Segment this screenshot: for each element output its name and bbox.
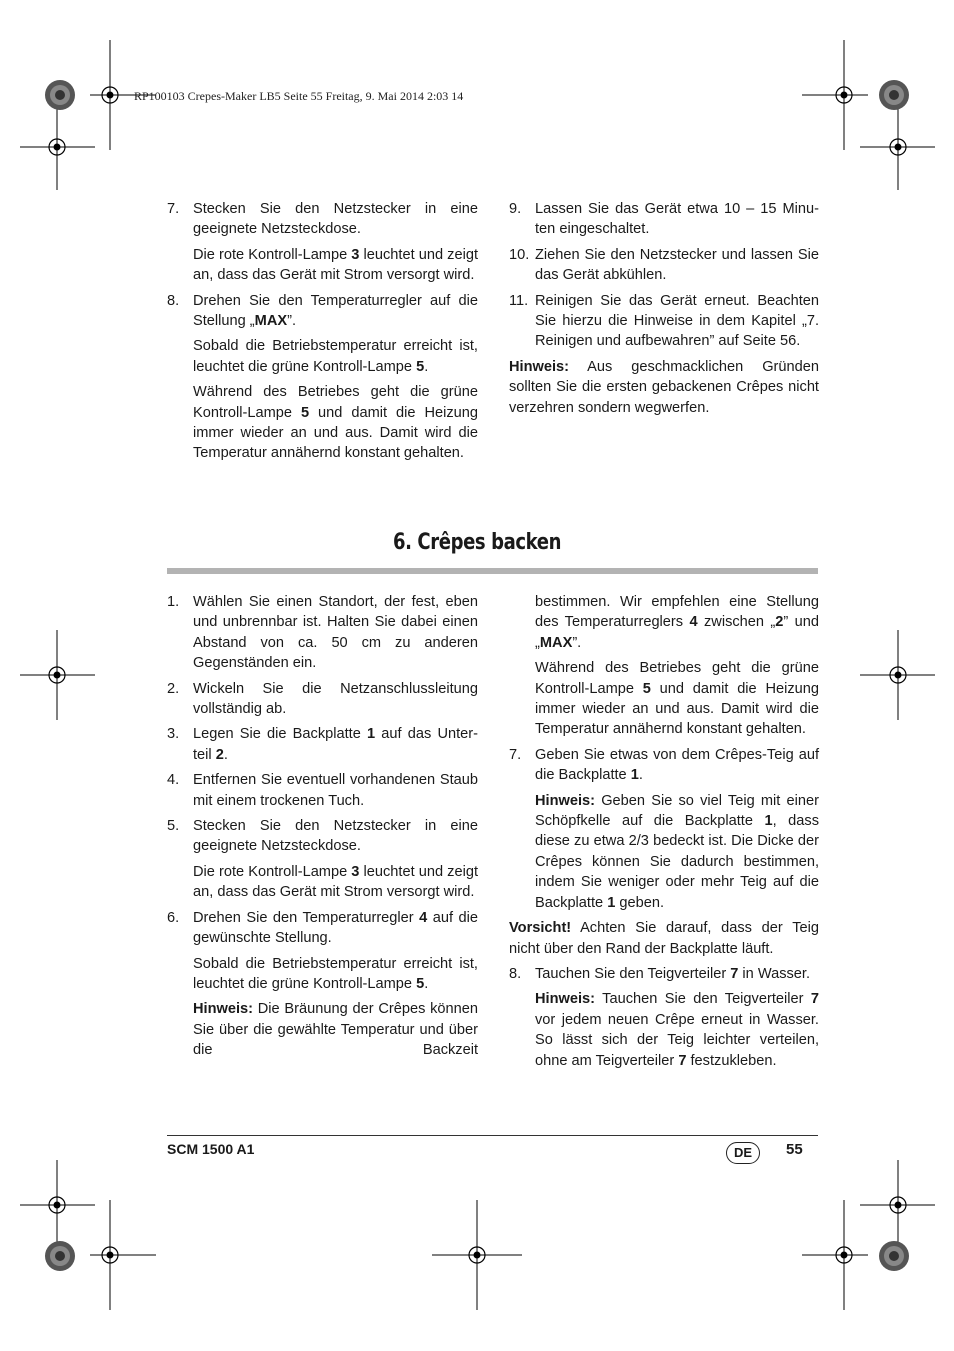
list-item (509, 964, 819, 984)
list-item (167, 724, 478, 765)
item-text: Lassen Sie das Gerät etwa 10 – 15 Minu-ten eingeschaltet. (535, 201, 819, 238)
page-number: 55 (786, 1141, 803, 1158)
item-text: Reinigen Sie das Gerät erneut. Beachten Sie hierzu die Hinweise in dem Kapitel „7. Reinigen und aufbewahren” auf Seite 56. (535, 292, 819, 350)
list-item (167, 770, 478, 811)
registration-mark-icon (432, 1200, 522, 1310)
section-divider (167, 568, 818, 574)
registration-mark-icon (20, 105, 95, 190)
registration-mark-icon (20, 630, 95, 720)
registration-mark-icon (20, 1160, 95, 1250)
item-number: 4. (167, 772, 180, 789)
item-number: 8. (509, 965, 522, 982)
registration-mark-icon (860, 1160, 935, 1250)
item-number: 7. (509, 746, 522, 763)
registration-mark-icon (800, 1200, 870, 1310)
list-item (167, 592, 478, 674)
registration-mark-icon (860, 105, 935, 190)
item-text: Legen Sie die Backplatte 1 auf das Unter-teil 2. (193, 726, 479, 763)
note-paragraph: Hinweis: Die Bräunung der Crêpes können Sie über die gewählte Temperatur und über die Backzeit (193, 1001, 478, 1059)
item-text: Ziehen Sie den Netzstecker und lassen Sie das Gerät abkühlen. (535, 246, 819, 284)
item-text: Wickeln Sie die Netzanschlussleitung vollständig ab. (193, 680, 478, 718)
note-paragraph: Hinweis: Aus geschmacklichen Gründen sollten Sie die ersten gebackenen Crêpes nicht verzehren sondern wegwerfen. (509, 358, 819, 416)
list-item (167, 291, 478, 332)
footer-divider (167, 1135, 818, 1136)
item-detail: Sobald die Betriebstemperatur erreicht ist, leuchtet die grüne Kontroll-Lampe 5. (193, 955, 478, 992)
item-number: 11. (509, 292, 529, 309)
list-item (167, 816, 478, 857)
item-number: 1. (167, 594, 180, 610)
note-paragraph: Hinweis: Geben Sie so viel Teig mit einer Schöpfkelle auf die Backplatte 1, dass diese zu etwa 2/3 bedeckt ist. Die Dicke der Crêpes können Sie dadurch bestimmen, indem Sie weniger oder mehr Teig auf die Backplatte 1 geben. (535, 792, 820, 911)
item-detail: Die rote Kontroll-Lampe 3 leuchtet und zeigt an, dass das Gerät mit Strom versorgt wird. (193, 246, 478, 284)
item-number: 8. (167, 292, 180, 309)
list-item (509, 291, 819, 352)
item-detail: Während des Betriebes geht die grüne Kontroll-Lampe 5 und damit die Heizung immer wieder an und aus. Damit wird die Temperatur annähernd konstant gehalten. (193, 384, 478, 462)
item-number: 10. (509, 246, 530, 263)
section-title: 6. Crêpes backen (392, 530, 562, 555)
item-number: 2. (167, 680, 180, 697)
item-text: Wählen Sie einen Standort, der fest, eben und unbrennbar ist. Halten Sie dabei einen Abstand von ca. 50 cm zu anderen Gegenständen ein. (193, 594, 478, 672)
item-text: Tauchen Sie den Teigverteiler 7 in Wasser. (535, 965, 811, 982)
caution-paragraph: Vorsicht! Achten Sie darauf, dass der Teig nicht über den Rand der Backplatte läuft. (509, 920, 819, 957)
list-item (509, 745, 819, 786)
item-text: Geben Sie etwas von dem Crêpes-Teig auf die Backplatte 1. (535, 746, 819, 784)
item-number: 3. (167, 726, 180, 743)
note-paragraph: Hinweis: Tauchen Sie den Teigverteiler 7 vor jedem neuen Crêpe erneut in Wasser. So lässt sich der Teig leichter verteilen, ohne am Teigverteiler 7 festzukleben. (535, 991, 819, 1069)
item-number: 6. (167, 909, 180, 926)
item-detail: Während des Betriebes geht die grüne Kontroll-Lampe 5 und damit die Heizung immer wieder an und aus. Damit wird die Temperatur annähernd konstant gehalten. (535, 660, 819, 738)
item-number: 5. (167, 818, 180, 835)
registration-mark-icon (860, 630, 935, 720)
item-text: Stecken Sie den Netzstecker in eine geeignete Netzsteckdose. (193, 818, 478, 855)
list-item (167, 679, 478, 720)
item-detail: Die rote Kontroll-Lampe 3 leuchtet und zeigt an, dass das Gerät mit Strom versorgt wird. (193, 863, 478, 901)
color-target-icon (878, 1240, 910, 1272)
color-target-icon (44, 79, 76, 111)
language-badge: DE (726, 1142, 760, 1164)
color-target-icon (878, 79, 910, 111)
item-text: Stecken Sie den Netzstecker in eine geeignete Netzsteckdose. (193, 201, 478, 238)
top-right-column (509, 199, 819, 423)
item-text: Drehen Sie den Temperaturregler 4 auf die gewünschte Stellung. (193, 909, 478, 947)
bottom-left-column (167, 592, 478, 1066)
footer-model: SCM 1500 A1 (167, 1141, 255, 1157)
list-item (509, 245, 819, 286)
item-text: Drehen Sie den Temperaturregler auf die Stellung „MAX”. (193, 292, 478, 330)
registration-mark-icon (88, 1200, 158, 1310)
top-left-column (167, 199, 478, 469)
item-detail: Sobald die Betriebstemperatur erreicht ist, leuchtet die grüne Kontroll-Lampe 5. (193, 338, 478, 375)
color-target-icon (44, 1240, 76, 1272)
item-number: 9. (509, 201, 522, 217)
list-item (167, 199, 478, 240)
print-slug: RP100103 Crepes-Maker LB5 Seite 55 Freitag, 9. Mai 2014 2:03 14 (134, 89, 464, 103)
note-continuation: bestimmen. Wir empfehlen eine Stellung des Temperaturreglers 4 zwischen „2” und „MAX”. (535, 594, 819, 651)
list-item (167, 908, 478, 949)
bottom-right-column (509, 592, 819, 1076)
item-text: Entfernen Sie eventuell vorhandenen Staub mit einem trockenen Tuch. (193, 772, 478, 809)
list-item (509, 199, 819, 240)
item-number: 7. (167, 201, 180, 217)
